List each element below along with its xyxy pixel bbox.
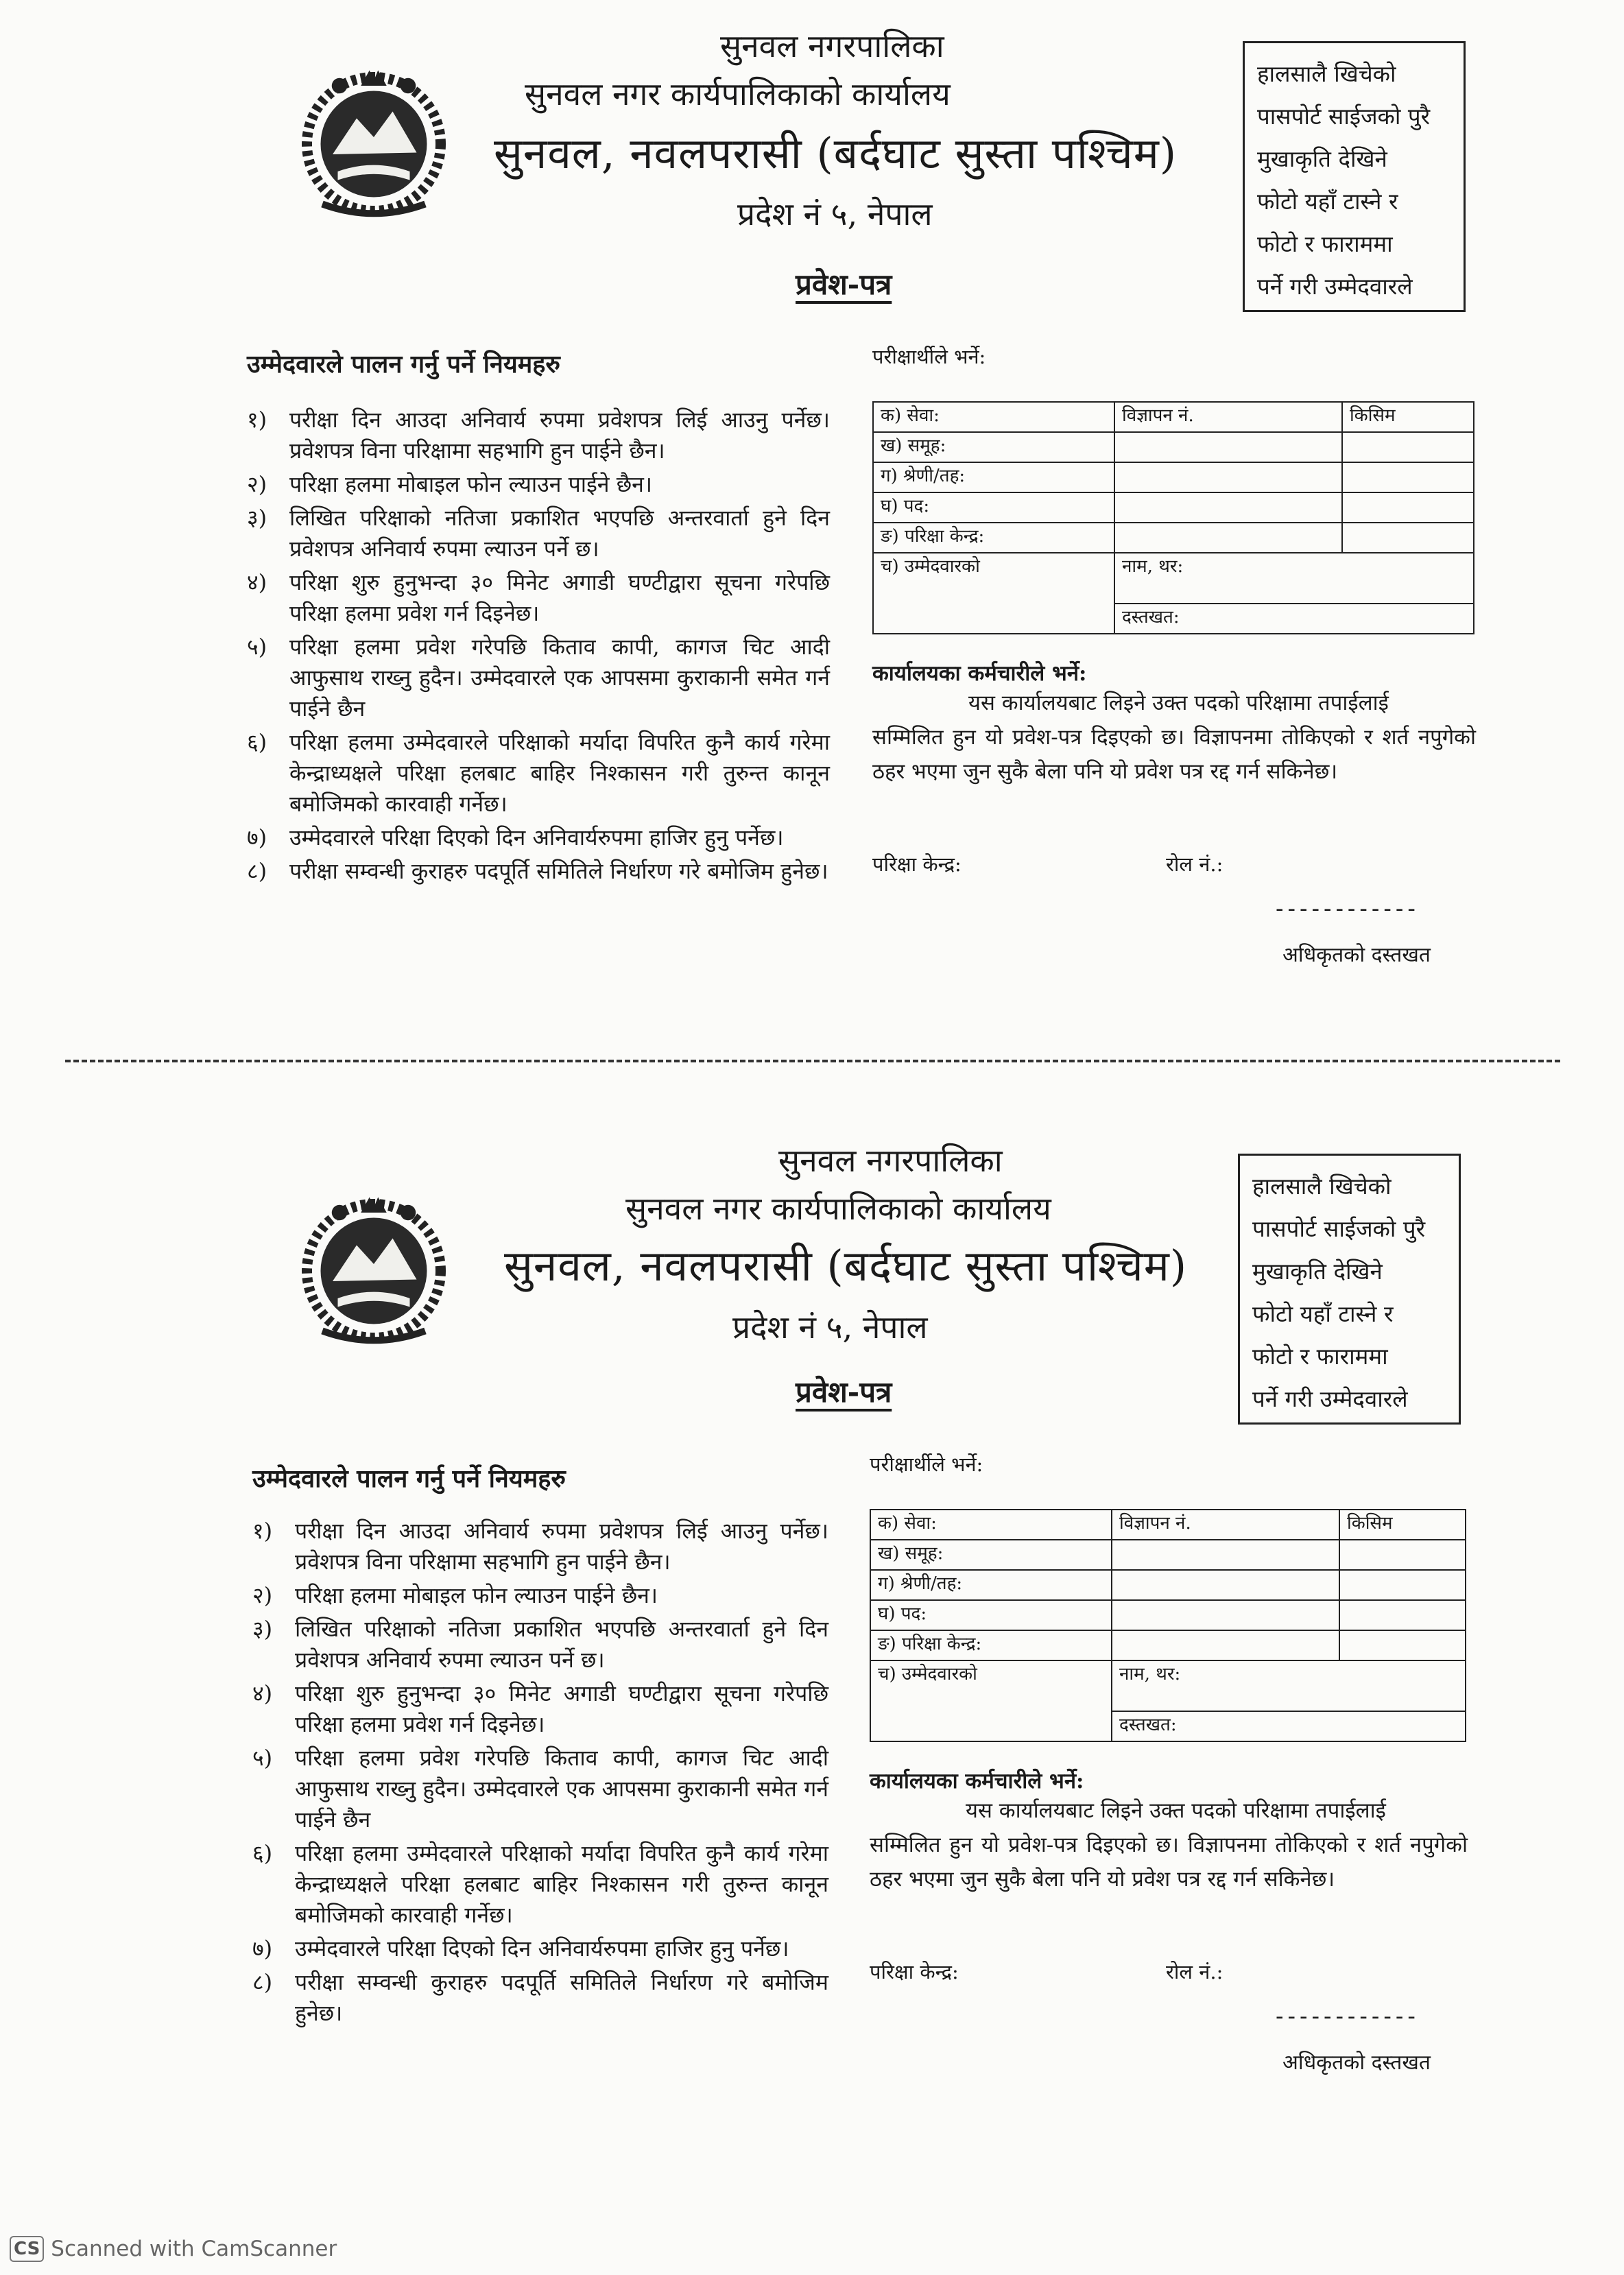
admit-card-lower (0, 1111, 1624, 2222)
rules-title: उम्मेदवारले पालन गर्नु पर्ने नियमहरु (247, 350, 560, 379)
advertisement-no-field[interactable]: विज्ञापन नं. (1114, 402, 1342, 432)
office-fill-title: कार्यालयका कर्मचारीले भर्ने: (870, 1769, 1084, 1794)
rule-item (247, 727, 830, 820)
table-cell[interactable] (1339, 1630, 1466, 1660)
table-cell[interactable] (1342, 432, 1474, 462)
rule-text: परिक्षा हलमा प्रवेश गरेपछि किताव कापी, कागज चिट आदी आफुसाथ राख्नु हुदैन। उम्मेदवारले एक आपसमा कुराकानी समेत गर्न पाईने छैन (289, 634, 830, 722)
level-field[interactable]: ग) श्रेणी/तह: (870, 1570, 1112, 1600)
signature-field[interactable]: दस्तखत: (1114, 604, 1474, 634)
rule-item (252, 1580, 828, 1611)
candidate-info-table (872, 401, 1474, 634)
rule-number: ४) (252, 1680, 273, 1706)
table-cell[interactable] (1342, 492, 1474, 523)
name-field[interactable]: नाम, थर: (1112, 1660, 1466, 1711)
photo-instruction-line: पर्ने गरी उम्मेदवारले (1252, 1385, 1408, 1412)
office-statement-rest: सम्मिलित हुन यो प्रवेश-पत्र दिइएको छ। विज्ञापनमा तोकिएको र शर्त नपुगेको ठहर भएमा जुन सुकै बेला पनि यो प्रवेश पत्र रद्द गर्न सकिनेछ। (870, 1833, 1468, 1892)
camscanner-logo-icon: CS (10, 2236, 44, 2262)
rule-text: परिक्षा हलमा मोबाइल फोन ल्याउन पाईने छैन। (289, 471, 653, 497)
rule-number: ५) (252, 1745, 273, 1771)
municipality-name: सुनवल नगरपालिका (720, 27, 944, 64)
nepal-emblem-icon (288, 1178, 459, 1350)
roll-no-label: रोल नं.: (1166, 853, 1223, 876)
nepal-emblem-icon (288, 51, 459, 223)
type-field[interactable]: किसिम (1342, 402, 1474, 432)
rule-item (247, 822, 830, 853)
rule-item (252, 1614, 828, 1676)
rule-number: ४) (247, 569, 267, 595)
table-cell[interactable] (1114, 523, 1342, 553)
rule-item (247, 632, 830, 724)
service-field[interactable]: क) सेवा: (870, 1510, 1112, 1540)
office-statement (872, 686, 1476, 789)
rule-text: परीक्षा सम्वन्धी कुराहरु पदपूर्ति समितिले निर्धारण गरे बमोजिम हुनेछ। (289, 858, 828, 884)
photo-box (1238, 1154, 1461, 1425)
camscanner-watermark (10, 2236, 337, 2262)
table-cell[interactable] (1339, 1570, 1466, 1600)
photo-instruction-line: पर्ने गरी उम्मेदवारले (1257, 273, 1413, 300)
candidate-field: च) उम्मेदवारको (870, 1660, 1112, 1741)
rule-number: ७) (252, 1935, 273, 1962)
rule-text: उम्मेदवारले परिक्षा दिएको दिन अनिवार्यरुपमा हाजिर हुनु पर्नेछ। (295, 1935, 789, 1962)
rule-item (247, 405, 830, 466)
rule-number: १) (252, 1518, 273, 1544)
office-statement-rest: सम्मिलित हुन यो प्रवेश-पत्र दिइएको छ। विज्ञापनमा तोकिएको र शर्त नपुगेको ठहर भएमा जुन सुकै बेला पनि यो प्रवेश पत्र रद्द गर्न सकिनेछ। (872, 725, 1476, 784)
signature-field[interactable]: दस्तखत: (1112, 1711, 1466, 1741)
photo-instruction-line: फोटो र फाराममा (1252, 1343, 1388, 1370)
rule-text: लिखित परिक्षाको नतिजा प्रकाशित भएपछि अन्तरवार्ता हुने दिन प्रवेशपत्र अनिवार्य रुपमा ल्याउन पर्ने छ। (289, 505, 830, 562)
rule-item (247, 469, 830, 500)
officer-signature-label: अधिकृतको दस्तखत (1282, 2051, 1431, 2075)
table-cell[interactable] (1342, 523, 1474, 553)
rule-number: ३) (247, 505, 267, 531)
rule-item (252, 1967, 828, 2029)
office-name: सुनवल नगर कार्यपालिकाको कार्यालय (625, 1190, 1051, 1227)
group-field[interactable]: ख) समूह: (873, 432, 1114, 462)
level-field[interactable]: ग) श्रेणी/तह: (873, 462, 1114, 492)
rule-text: परीक्षा सम्वन्धी कुराहरु पदपूर्ति समितिले निर्धारण गरे बमोजिम हुनेछ। (295, 1969, 828, 2026)
table-cell[interactable] (1112, 1570, 1339, 1600)
candidate-info-table (870, 1509, 1466, 1742)
office-name: सुनवल नगर कार्यपालिकाको कार्यालय (525, 75, 951, 112)
rule-item (252, 1678, 828, 1740)
advertisement-no-field[interactable]: विज्ञापन नं. (1112, 1510, 1339, 1540)
municipality-name: सुनवल नगरपालिका (778, 1142, 1003, 1179)
signature-line: ------------ (1276, 895, 1420, 922)
office-fill-title: कार्यालयका कर्मचारीले भर्ने: (872, 661, 1087, 686)
roll-no-label: रोल नं.: (1166, 1960, 1223, 1984)
photo-instruction-line: हालसालै खिचेको (1252, 1173, 1392, 1200)
table-cell[interactable] (1112, 1630, 1339, 1660)
table-cell[interactable] (1112, 1600, 1339, 1630)
photo-instruction-line: मुखाकृति देखिने (1252, 1258, 1383, 1285)
rule-item (252, 1516, 828, 1577)
rule-text: उम्मेदवारले परिक्षा दिएको दिन अनिवार्यरुपमा हाजिर हुनु पर्नेछ। (289, 824, 784, 850)
table-cell[interactable] (1114, 492, 1342, 523)
table-cell[interactable] (1114, 462, 1342, 492)
rule-text: परीक्षा दिन आउदा अनिवार्य रुपमा प्रवेशपत्र लिई आउनु पर्नेछ। प्रवेशपत्र विना परिक्षामा सहभागि हुन पाईने छैन। (295, 1518, 828, 1575)
rule-text: परिक्षा हलमा उम्मेदवारले परिक्षाको मर्यादा विपरित कुनै कार्य गरेमा केन्द्राध्यक्षले परिक्षा हलबाट बाहिर निश्कासन गरी तुरुन्त कानून बमोजिमको कारवाही गर्नेछ। (289, 729, 830, 817)
rule-number: ७) (247, 824, 267, 850)
rule-item (252, 1838, 828, 1931)
photo-box (1243, 41, 1466, 312)
photo-instruction-line: पासपोर्ट साईजको पुरै (1252, 1215, 1426, 1242)
group-field[interactable]: ख) समूह: (870, 1540, 1112, 1570)
exam-center-label: परिक्षा केन्द्र: (870, 1960, 959, 1984)
rule-text: परिक्षा हलमा मोबाइल फोन ल्याउन पाईने छैन। (295, 1582, 658, 1608)
rule-item (252, 1743, 828, 1835)
rule-text: लिखित परिक्षाको नतिजा प्रकाशित भएपछि अन्तरवार्ता हुने दिन प्रवेशपत्र अनिवार्य रुपमा ल्याउन पर्ने छ। (295, 1616, 828, 1673)
candidate-field: च) उम्मेदवारको (873, 553, 1114, 634)
rule-number: २) (252, 1582, 273, 1608)
officer-signature-label: अधिकृतको दस्तखत (1282, 943, 1431, 967)
rule-number: २) (247, 471, 267, 497)
rule-number: ८) (247, 858, 267, 884)
table-cell[interactable] (1112, 1540, 1339, 1570)
rules-list (247, 405, 830, 890)
photo-instruction-line: फोटो र फाराममा (1257, 230, 1393, 257)
rules-list (252, 1516, 828, 2032)
province-line: प्रदेश नं ५, नेपाल (732, 1309, 928, 1346)
province-line: प्रदेश नं ५, नेपाल (737, 195, 933, 233)
office-statement-line: यस कार्यालयबाट लिइने उक्त पदको परिक्षामा तपाईलाई (968, 691, 1389, 715)
exam-center-field[interactable]: ङ) परिक्षा केन्द्र: (870, 1630, 1112, 1660)
rule-text: परिक्षा हलमा प्रवेश गरेपछि किताव कापी, कागज चिट आदी आफुसाथ राख्नु हुदैन। उम्मेदवारले एक आपसमा कुराकानी समेत गर्न पाईने छैन (295, 1745, 828, 1833)
table-cell[interactable] (1342, 462, 1474, 492)
rule-number: ६) (252, 1840, 273, 1866)
rule-text: परिक्षा शुरु हुनुभन्दा ३० मिनेट अगाडी घण्टीद्वारा सूचना गरेपछि परिक्षा हलमा प्रवेश गर्न दिइनेछ। (289, 569, 830, 626)
rule-number: १) (247, 407, 267, 433)
photo-instruction-line: हालसालै खिचेको (1257, 60, 1396, 87)
cut-line (65, 1060, 1560, 1062)
office-statement-line: यस कार्यालयबाट लिइने उक्त पदको परिक्षामा तपाईलाई (966, 1798, 1386, 1823)
exam-center-label: परिक्षा केन्द्र: (872, 853, 962, 876)
document-title: प्रवेश-पत्र (796, 1375, 892, 1409)
rule-text: परिक्षा शुरु हुनुभन्दा ३० मिनेट अगाडी घण्टीद्वारा सूचना गरेपछि परिक्षा हलमा प्रवेश गर्न दिइनेछ। (295, 1680, 828, 1737)
rule-item (247, 856, 830, 887)
rule-text: परीक्षा दिन आउदा अनिवार्य रुपमा प्रवेशपत्र लिई आउनु पर्नेछ। प्रवेशपत्र विना परिक्षामा सहभागि हुन पाईने छैन। (289, 407, 830, 464)
table-cell[interactable] (1339, 1540, 1466, 1570)
office-address: सुनवल, नवलपरासी (बर्दघाट सुस्ता पश्चिम) (494, 128, 1178, 178)
photo-instruction-line: फोटो यहाँ टास्ने र (1257, 188, 1398, 215)
table-cell[interactable] (1114, 432, 1342, 462)
rule-number: ६) (247, 729, 267, 755)
post-field[interactable]: घ) पद: (873, 492, 1114, 523)
rule-text: परिक्षा हलमा उम्मेदवारले परिक्षाको मर्यादा विपरित कुनै कार्य गरेमा केन्द्राध्यक्षले परिक्षा हलबाट बाहिर निश्कासन गरी तुरुन्त कानून बमोजिमको कारवाही गर्नेछ। (295, 1840, 828, 1928)
post-field[interactable]: घ) पद: (870, 1600, 1112, 1630)
photo-instruction-line: पासपोर्ट साईजको पुरै (1257, 103, 1431, 130)
candidate-fill-label: परीक्षार्थीले भर्ने: (870, 1453, 983, 1476)
admit-card-upper (0, 0, 1624, 1111)
rule-number: ३) (252, 1616, 273, 1642)
photo-instruction-line: फोटो यहाँ टास्ने र (1252, 1300, 1394, 1327)
service-field[interactable]: क) सेवा: (873, 402, 1114, 432)
signature-line: ------------ (1276, 2003, 1420, 2030)
office-address: सुनवल, नवलपरासी (बर्दघाट सुस्ता पश्चिम) (504, 1241, 1188, 1291)
rules-title: उम्मेदवारले पालन गर्नु पर्ने नियमहरु (252, 1464, 566, 1493)
table-cell[interactable] (1339, 1600, 1466, 1630)
rule-item (252, 1933, 828, 1964)
rule-number: ५) (247, 634, 267, 660)
office-statement (870, 1794, 1468, 1896)
candidate-fill-label: परीक्षार्थीले भर्ने: (872, 345, 986, 368)
document-title: प्रवेश-पत्र (796, 267, 892, 301)
watermark-text: Scanned with CamScanner (51, 2237, 337, 2261)
exam-center-field[interactable]: ङ) परिक्षा केन्द्र: (873, 523, 1114, 553)
type-field[interactable]: किसिम (1339, 1510, 1466, 1540)
photo-instruction-line: मुखाकृति देखिने (1257, 145, 1387, 172)
rule-item (247, 503, 830, 564)
rule-item (247, 567, 830, 629)
name-field[interactable]: नाम, थर: (1114, 553, 1474, 604)
rule-number: ८) (252, 1969, 273, 1995)
